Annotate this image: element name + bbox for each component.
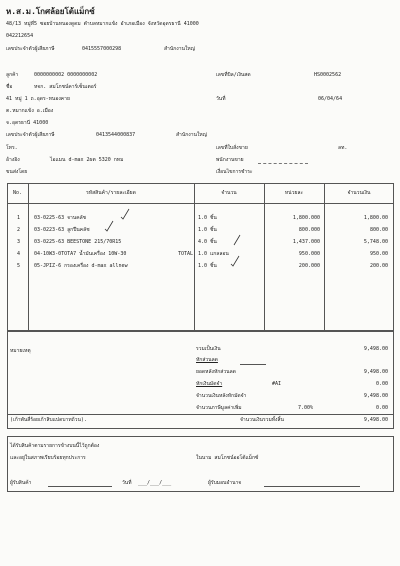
col-divider-2 (194, 183, 195, 331)
col-divider-3 (264, 183, 265, 331)
deposit-code: #AI (272, 381, 282, 387)
credit-label: ลท. (338, 145, 348, 151)
subtotal-label: รวมเป็นเงิน (196, 346, 221, 352)
authorized-signature-line (264, 486, 360, 487)
customer-taxid-label: เลขประจำตัวผู้เสียภาษี (6, 132, 55, 138)
discount-underline (240, 364, 266, 365)
company-phone: 042212654 (6, 33, 34, 39)
row-3-desc: 03-0225-63 BEESTONE 215/70R15 (34, 239, 122, 245)
total-divider (7, 414, 394, 415)
row-3-amount: 5,748.00 (363, 239, 388, 245)
company-name: ห.ส.ม.โกศล้อยโต้แม็กซ์ (6, 7, 95, 16)
receipt-statement-1: ได้รับสินค้าตามรายการข้างบนนี้ไว้ถูกต้อง (10, 443, 100, 449)
check-mark-row-2 (104, 220, 114, 232)
vat-value: 0.00 (375, 405, 388, 411)
header-quantity: จำนวน (221, 190, 237, 196)
company-taxid: 0415557000298 (82, 46, 122, 52)
customer-name-label: ชื่อ (6, 84, 13, 90)
deposit-label: หักเงินมัดจำ (196, 381, 223, 387)
customer-code-label: ลูกค้า (6, 72, 19, 78)
row-1-amount: 1,800.00 (363, 215, 388, 221)
invoice-no-label: เลขที่บิล/เงินสด (216, 72, 251, 78)
discount-label: หักส่วนลด (196, 357, 218, 363)
row-2-price: 800.000 (298, 227, 320, 233)
row-4-no: 4 (17, 251, 21, 257)
receiver-signature-line (48, 486, 112, 487)
customer-code: 0000000002 0000000002 (34, 72, 98, 78)
row-3-price: 1,437.000 (292, 239, 320, 245)
customer-address-2: ต.หมากแข้ง อ.เมือง (6, 108, 54, 114)
remark-label: หมายเหตุ (10, 348, 31, 354)
company-taxid-label: เลขประจำตัวผู้เสียภาษี (6, 46, 55, 52)
after-discount-value: 9,498.00 (363, 369, 388, 375)
invoice-no: HS0002562 (314, 72, 342, 78)
on-behalf-of: ในนาม สมโภชน์ออโต้แม็กซ์ (196, 455, 259, 461)
after-discount-label: ยอดหลังหักส่วนลด (196, 369, 236, 375)
row-4-price: 950.000 (298, 251, 320, 257)
row-2-qty: 1.0 ชิ้น (198, 227, 217, 233)
row-5-desc: 05-JPIZ-6 กรองเครื่อง d-max allnew (34, 263, 128, 269)
row-4-qty: 1.0 แกลลอน (198, 251, 229, 257)
subtotal-value: 9,498.00 (363, 346, 388, 352)
row-2-amount: 800.00 (369, 227, 388, 233)
row-4-note: TOTAL (178, 251, 194, 257)
receive-date-blank: ___/___/___ (138, 480, 172, 486)
order-no-label: เลขที่ใบสั่งขาย (216, 145, 248, 151)
deposit-value: 0.00 (375, 381, 388, 387)
col-divider-4 (324, 183, 325, 331)
receive-date-label: วันที่ (122, 480, 132, 486)
total-value: 9,498.00 (363, 417, 388, 423)
receipt-statement-2: และอยู่ในสภาพเรียบร้อยทุกประการ (10, 455, 86, 461)
customer-name: หจก. สมโภชน์คาร์เซ็นเตอร์ (34, 84, 97, 90)
row-4-desc: 04-10W3-0TOTA7 น้ำมันเครื่อง 10W-30 (34, 251, 127, 257)
row-5-no: 5 (17, 263, 21, 269)
header-unit-price: หน่วยละ (284, 190, 304, 196)
header-amount: จำนวนเงิน (347, 190, 371, 196)
customer-ref: ไอแมน d-max 2ผต 5320 กทม (50, 157, 124, 163)
vat-rate: 7.00% (298, 405, 314, 411)
row-1-qty: 1.0 ชิ้น (198, 215, 217, 221)
invoice-date-label: วันที่ (216, 96, 226, 102)
total-label: จำนวนเงินรวมทั้งสิ้น (240, 417, 284, 423)
table-header-divider (7, 203, 394, 204)
customer-tel-label: โทร. (6, 145, 18, 151)
check-mark-row-4 (230, 255, 240, 267)
after-deposit-label: จำนวนเงินหลังหักมัดจำ (196, 393, 247, 399)
customer-ref-label: อ้างอิง (6, 157, 20, 163)
row-4-amount: 950.00 (369, 251, 388, 257)
terms-label: เงื่อนไขการชำระ (216, 169, 253, 175)
customer-address-3: จ.อุดรธานี 41000 (6, 120, 49, 126)
col-divider-1 (28, 183, 29, 331)
sales-dash (258, 163, 308, 164)
row-2-no: 2 (17, 227, 21, 233)
authorized-label: ผู้รับมอบอำนาจ (208, 480, 242, 486)
check-mark-row-1 (120, 208, 130, 220)
customer-address-1: 41 หมู่ 1 ถ.อุดร-หนองคาย (6, 96, 70, 102)
row-5-qty: 1.0 ชิ้น (198, 263, 217, 269)
customer-taxid: 0413544000837 (96, 132, 136, 138)
company-branch: สำนักงานใหญ่ (164, 46, 195, 52)
invoice-date: 06/04/64 (318, 96, 343, 102)
items-table (7, 183, 394, 331)
receiver-label: ผู้รับสินค้า (10, 480, 32, 486)
company-address: 48/13 หมู่ที่5 ซอยบ้านหนองดูดม ตำบลหมากแข้ง อำเภอเมือง จังหวัดอุดรธานี 41000 (6, 21, 199, 27)
row-1-no: 1 (17, 215, 21, 221)
header-no: No. (12, 190, 23, 196)
row-3-qty: 4.0 ชิ้น (198, 239, 217, 245)
shipping-label: ขนส่งโดย (6, 169, 28, 175)
row-1-price: 1,800.000 (292, 215, 320, 221)
vat-label: จำนวนภาษีมูลค่าเพิ่ม (196, 405, 242, 411)
header-description: รหัสสินค้า/รายละเอียด (86, 190, 136, 196)
check-mark-row-3 (232, 234, 242, 246)
sales-label: พนักงานขาย (216, 157, 244, 163)
after-deposit-value: 9,498.00 (363, 393, 388, 399)
amount-in-words: (เก้าพันสี่ร้อยเก้าสิบแปดบาทถ้วน). (10, 417, 87, 423)
row-3-no: 3 (17, 239, 21, 245)
customer-branch: สำนักงานใหญ่ (176, 132, 207, 138)
row-5-amount: 200.00 (369, 263, 388, 269)
row-5-price: 200.000 (298, 263, 320, 269)
row-1-desc: 03-0225-63 จานคลัช (34, 215, 87, 221)
row-2-desc: 03-0223-63 ลูกปืนคลัช (34, 227, 90, 233)
